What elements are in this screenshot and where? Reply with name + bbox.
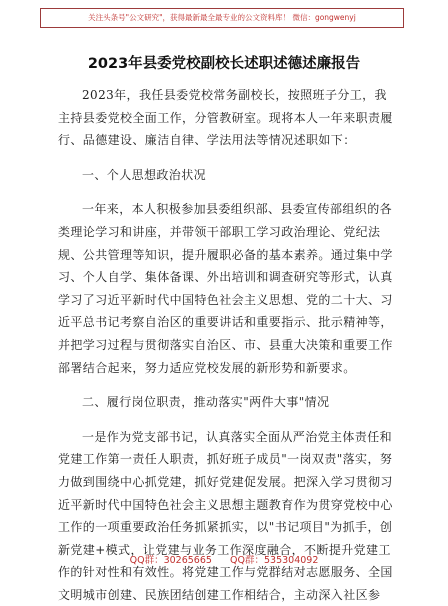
section-heading-2: 二、履行岗位职责，推动落实"两件大事"情况	[82, 395, 330, 410]
qq-group-footer: QQ群：30265665 QQ群：535304092	[129, 555, 319, 566]
promo-banner: 关注头条号"公文研究"，获得最新最全最专业的公文资料库！ 微信：gongwenyj	[40, 8, 404, 28]
intro-paragraph: 2023年，我任县委党校常务副校长，按照班子分工，我主持县委党校全面工作，分管教研室。现将本人一年来职责履行、品德建设、廉洁自律、学法用法等情况述职如下：	[58, 88, 393, 148]
body-paragraph-1: 一年来，本人积极参加县委组织部、县委宣传部组织的各类理论学习和讲座，并带领干部职工学习政治理论、党纪法规、公共管理等知识，提升履职必备的基本素养。通过集中学习、个人自学、集体备课、外出培训和调查研究等形式，认真学习了习近平新时代中国特色社会主义思想、党的二十大、习近平总书记考察自治区的重要讲话和重要指示、批示精神等，并把学习过程与贯彻落实自治区、市、县重大决策和重要工作部署结合起来，努力适应党校发展的新形势和新要求。	[58, 202, 393, 375]
document-title: 2023年县委党校副校长述职述德述廉报告	[87, 56, 361, 72]
body-paragraph-2: 一是作为党支部书记，认真落实全面从严治党主体责任和党建工作第一责任人职责，抓好班子成员"一岗双责"落实，努力做到围绕中心抓党建，抓好党建促发展。把深入学习贯彻习近平新时代中国特色社会主义思想主题教育作为贯穿党校中心工作的一项重要政治任务抓紧抓实，以"书记项目"为抓手，创新党建+模式，让党建与业务工作深度融合，不断提升党建工作的针对性和有效性。将党建工作与党群结对志愿服务、全国文明城市创建、民族团结创建工作相结合，主动深入社区参	[58, 429, 393, 602]
section-heading-1: 一、个人思想政治状况	[82, 167, 207, 182]
document-body	[58, 84, 398, 606]
